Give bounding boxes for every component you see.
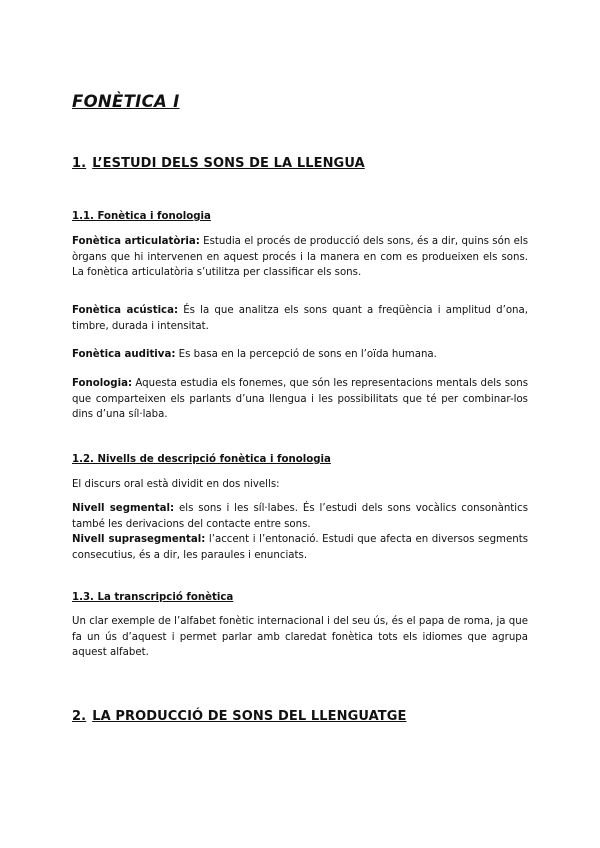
- paragraph-articulatoria: [72, 234, 528, 281]
- paragraph-fonologia: [72, 376, 528, 423]
- section-2-title: LA PRODUCCIÓ DE SONS DEL LLENGUATGE: [92, 709, 407, 724]
- paragraph-discurs-intro: El discurs oral està dividit en dos nivells:: [72, 479, 280, 490]
- text-nivell-suprasegmental: l’accent i l’entonació. Estudi que afecta en diversos segments consecutius, és a dir, les paraules i enunciats.: [72, 534, 528, 561]
- term-acustica: Fonètica acústica:: [72, 305, 179, 316]
- section-1-title: L’ESTUDI DELS SONS DE LA LLENGUA: [92, 156, 365, 171]
- text-nivell-segmental: els sons i les síl·labes. És l’estudi dels sons vocàlics consonàntics també les derivacions del contacte entre sons.: [72, 503, 529, 530]
- term-nivell-suprasegmental: Nivell suprasegmental:: [72, 534, 206, 545]
- text-auditiva: Es basa en la percepció de sons en l’oïda humana.: [175, 349, 437, 360]
- paragraph-transcripcio: Un clar exemple de l’alfabet fonètic internacional i del seu ús, és el papa de roma, ja que fa un ús d’aquest i permet parlar amb claredat fonètica tots els idiomes que agrupa aquest alfabet.: [72, 616, 528, 659]
- section-1-heading: [72, 156, 365, 171]
- term-articulatoria: Fonètica articulatòria:: [72, 236, 200, 247]
- subsection-1-1-heading: 1.1. Fonètica i fonologia: [72, 211, 211, 222]
- paragraph-acustica: [72, 303, 528, 334]
- subsection-1-2-heading: 1.2. Nivells de descripció fonètica i fonologia: [72, 454, 331, 465]
- section-2-heading: [72, 709, 406, 724]
- term-nivell-segmental: Nivell segmental:: [72, 503, 175, 514]
- term-auditiva: Fonètica auditiva:: [72, 349, 176, 360]
- paragraph-nivell-segmental: [72, 501, 528, 532]
- paragraph-nivell-suprasegmental: [72, 532, 528, 563]
- section-2-number: 2.: [72, 709, 87, 724]
- subsection-1-3-heading: 1.3. La transcripció fonètica: [72, 592, 234, 603]
- document-title: FONÈTICA I: [72, 92, 180, 111]
- text-fonologia: Aquesta estudia els fonemes, que són les representacions mentals dels sons que comparteixen els parlants d’una llengua i les possibilitats que té per combinar-los dins d’una síl·laba.: [72, 378, 528, 421]
- section-1-number: 1.: [72, 156, 87, 171]
- text-acustica: És la que analitza els sons quant a freqüència i amplitud d’ona, timbre, durada i intensitat.: [72, 305, 528, 332]
- paragraph-auditiva: [72, 347, 528, 363]
- text-articulatoria: Estudia el procés de producció dels sons, és a dir, quins són els òrgans que hi intervenen en aquest procés i la manera en com es produeixen els sons. La fonètica articulatòria s’utilitza per classificar els sons.: [72, 236, 528, 279]
- term-fonologia: Fonologia:: [72, 378, 133, 389]
